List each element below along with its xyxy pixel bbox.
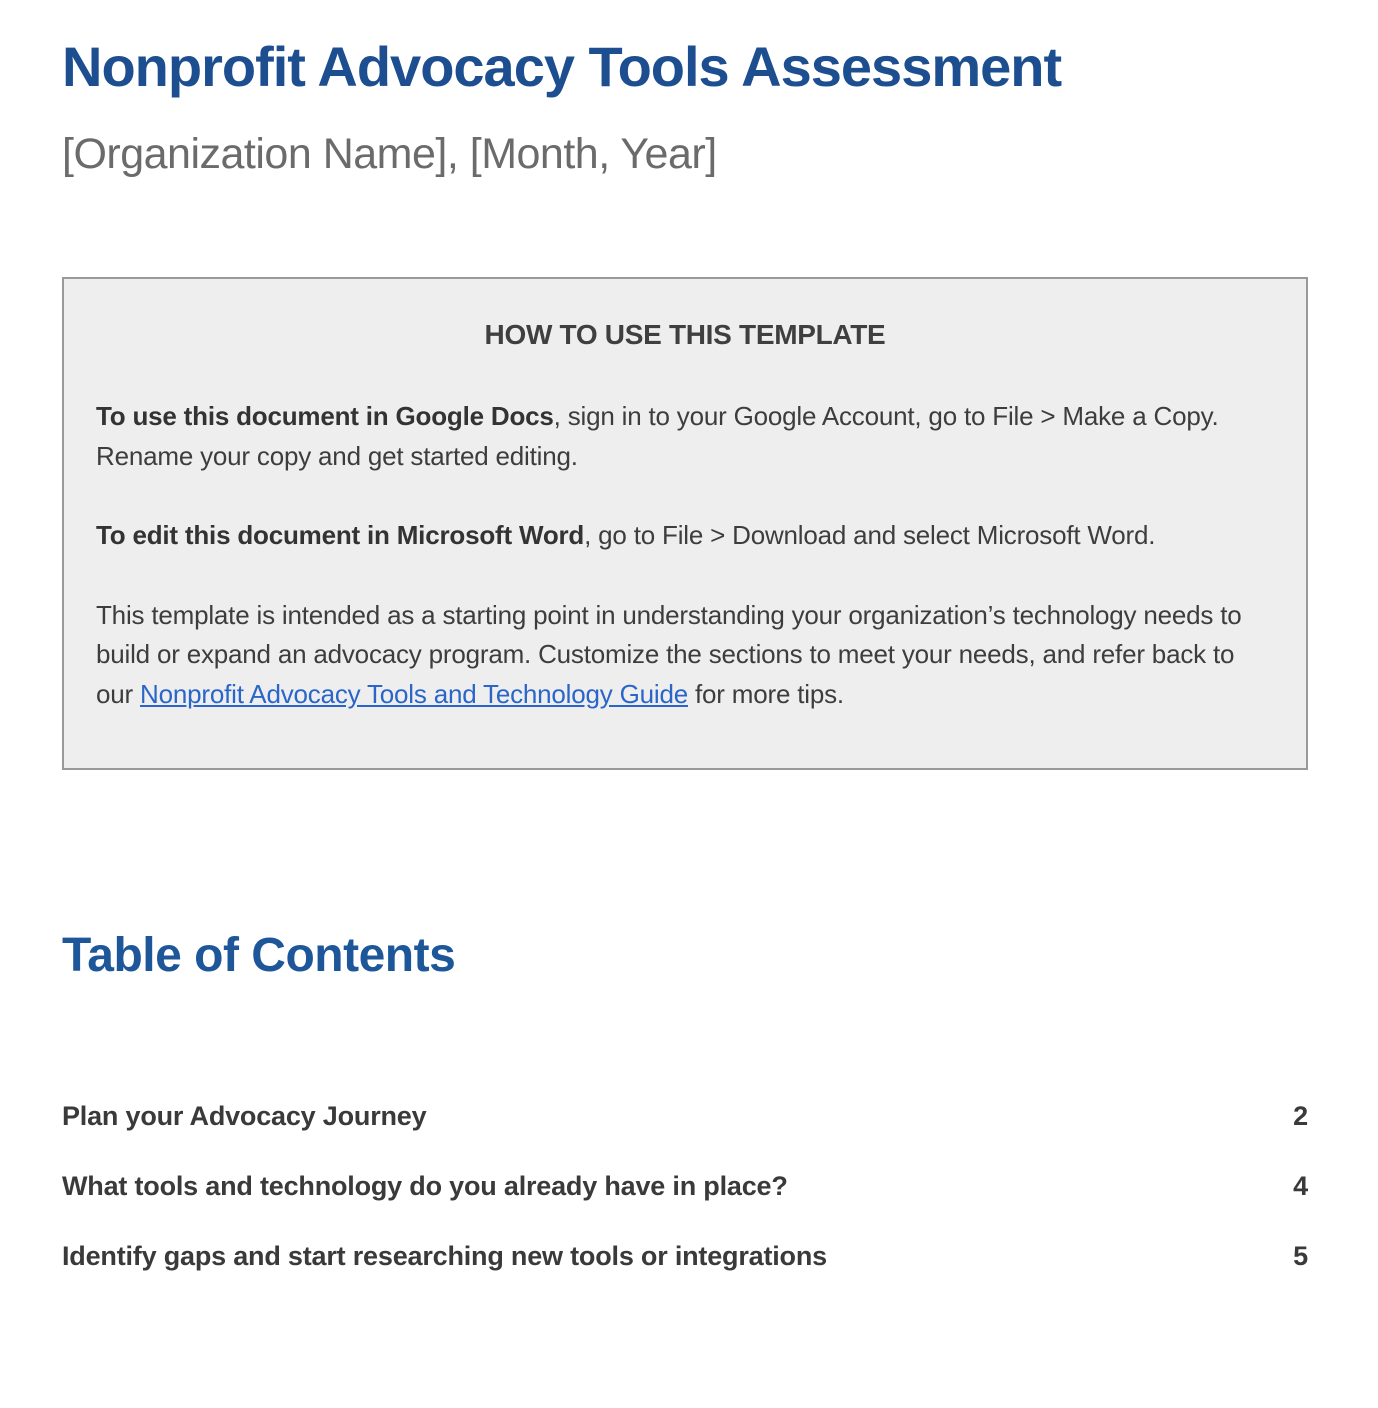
toc-entry-page-number: 5 [1293, 1241, 1308, 1272]
microsoft-word-instructions [96, 516, 1274, 556]
template-purpose-text-end: for more tips. [687, 678, 844, 709]
google-docs-instructions-text: , sign in to your Google Account, go to File > Make a Copy. Rename your copy and get started editing. [96, 401, 1219, 471]
google-docs-instructions-bold: To use this document in Google Docs [96, 401, 554, 432]
toc-entry-identify-gaps[interactable] [62, 1241, 1308, 1272]
advocacy-tools-guide-link[interactable]: Nonprofit Advocacy Tools and Technology Guide [140, 678, 688, 709]
toc-entry-plan-advocacy-journey[interactable] [62, 1101, 1308, 1132]
toc-entry-page-number: 4 [1293, 1171, 1308, 1202]
google-docs-instructions [96, 397, 1274, 476]
table-of-contents-list [62, 1101, 1308, 1272]
how-to-use-box [62, 277, 1308, 770]
toc-entry-label: Identify gaps and start researching new tools or integrations [62, 1241, 827, 1272]
template-purpose-text: This template is intended as a starting point in understanding your organization’s technology needs to build or expand an advocacy program. Customize the sections to meet your needs, and refer back to our [96, 599, 1242, 709]
template-purpose-paragraph [96, 596, 1274, 715]
toc-entry-tools-already-in-place[interactable] [62, 1171, 1308, 1202]
how-to-use-heading: HOW TO USE THIS TEMPLATE [484, 319, 886, 351]
table-of-contents-title: Table of Contents [62, 929, 456, 983]
document-subtitle: [Organization Name], [Month, Year] [62, 129, 717, 178]
toc-entry-label: Plan your Advocacy Journey [62, 1101, 427, 1132]
toc-entry-label: What tools and technology do you already have in place? [62, 1171, 788, 1202]
document-title: Nonprofit Advocacy Tools Assessment [62, 35, 1062, 98]
microsoft-word-instructions-bold: To edit this document in Microsoft Word [96, 520, 585, 551]
toc-entry-page-number: 2 [1293, 1101, 1308, 1132]
microsoft-word-instructions-text: , go to File > Download and select Microsoft Word. [584, 520, 1156, 551]
